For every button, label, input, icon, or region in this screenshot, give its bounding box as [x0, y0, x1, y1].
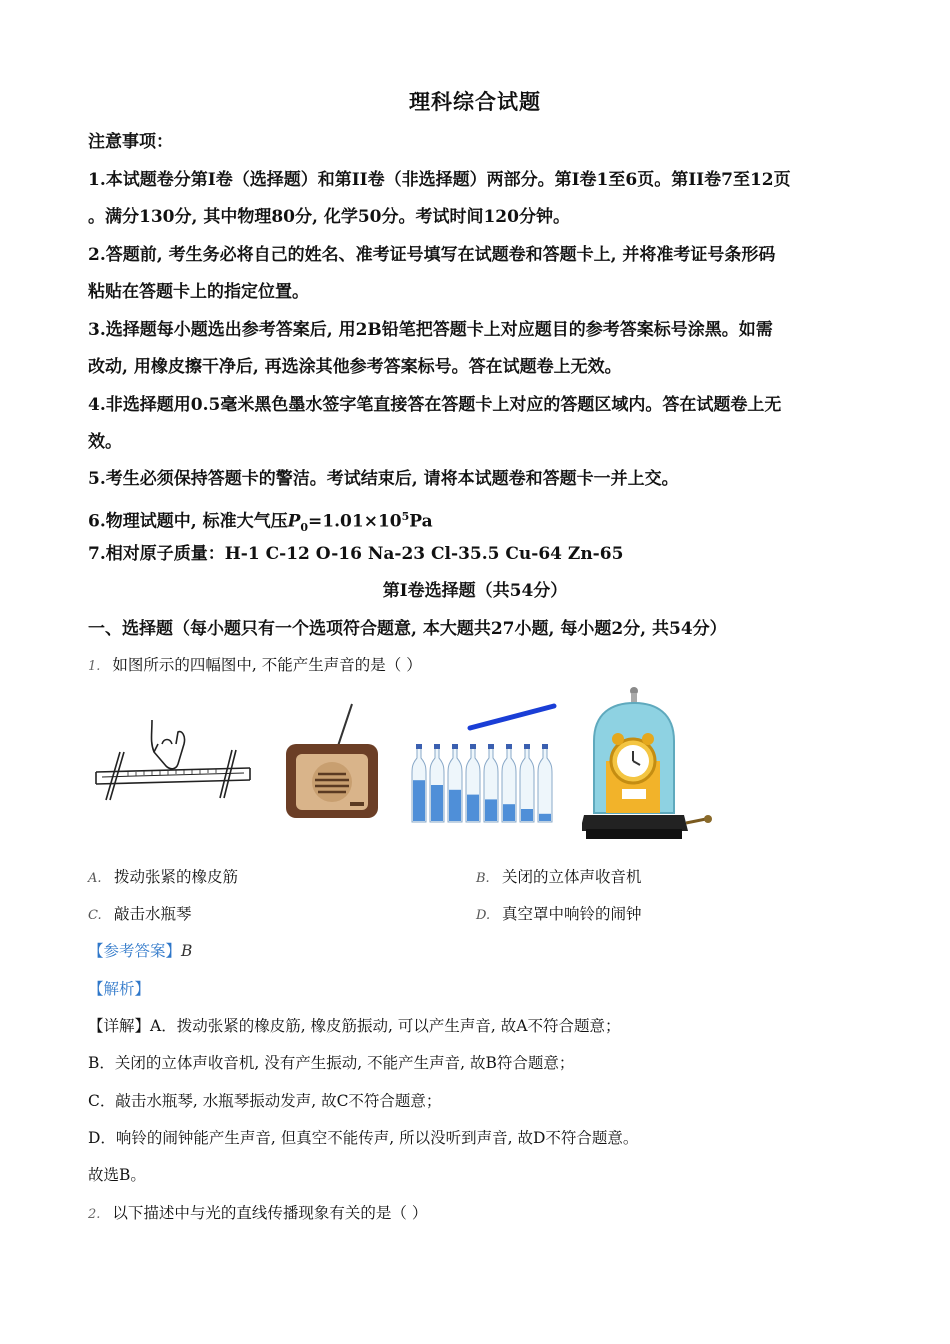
bottle-cap: [470, 744, 476, 749]
bottle-cap: [506, 744, 512, 749]
option-d-text: 真空罩中响铃的闹钟: [502, 905, 642, 923]
notice-line-4b: 效。: [88, 432, 122, 452]
option-d[interactable]: [476, 904, 642, 926]
radio-figure: [282, 702, 382, 822]
bottle-water: [467, 795, 479, 821]
pressure-unit: Pa: [409, 511, 433, 532]
bottle-cap: [542, 744, 548, 749]
bottle-water: [449, 790, 461, 821]
notice-line-2: 2.答题前, 考生务必将自己的姓名、准考证号填写在试题卷和答题卡上, 并将准考证号条形码: [88, 245, 776, 265]
bottle-water: [413, 780, 425, 821]
bell-jar-figure: [582, 685, 714, 845]
detail-line-2: B．关闭的立体声收音机, 没有产生振动, 不能产生声音, 故B符合题意；: [88, 1054, 575, 1072]
question-1-number: 1.: [88, 659, 101, 674]
bottle-cap: [434, 744, 440, 749]
bottle: [538, 748, 552, 822]
bottle-cap: [416, 744, 422, 749]
notice-line-6-prefix: 6.物理试题中, 标准大气压: [88, 511, 288, 532]
page-title: 理科综合试题: [409, 89, 541, 114]
notice-line-2b: 粘贴在答题卡上的指定位置。: [88, 282, 309, 302]
question-2-text: 以下描述中与光的直线传播现象有关的是（ ）: [112, 1204, 428, 1222]
bottle-water: [431, 785, 443, 821]
option-d-letter: D.: [476, 908, 491, 923]
bottle-water: [539, 814, 551, 821]
reference-answer: [88, 941, 192, 961]
option-c-letter: C.: [88, 908, 102, 923]
answer-value: B: [181, 942, 193, 960]
option-b-text: 关闭的立体声收音机: [502, 868, 642, 886]
detail-line-4: D．响铃的闹钟能产生声音, 但真空不能传声, 所以没听到声音, 故D不符合题意。: [88, 1129, 639, 1147]
option-b-letter: B.: [476, 871, 490, 886]
notice-line-7: 7.相对原子质量：H-1 C-12 O-16 Na-23 Cl-35.5 Cu-64 Zn-65: [88, 544, 624, 564]
detail-line-5: 故选B。: [88, 1166, 146, 1184]
rubber-band-figure: [92, 714, 254, 804]
option-c[interactable]: [88, 904, 192, 926]
pressure-exponent: 5: [401, 510, 410, 523]
bottle-water: [521, 809, 533, 821]
detail-line-1: 【详解】A．拨动张紧的橡皮筋, 橡皮筋振动, 可以产生声音, 故A不符合题意；: [88, 1017, 621, 1035]
pressure-symbol: P: [287, 511, 301, 532]
notice-line-3b: 改动, 用橡皮擦干净后, 再选涂其他参考答案标号。答在试题卷上无效。: [88, 357, 622, 377]
question-1-text: 如图所示的四幅图中, 不能产生声音的是（ ）: [112, 656, 422, 674]
notice-line-6: [88, 506, 878, 539]
notice-line-1: 1.本试题卷分第I卷（选择题）和第II卷（非选择题）两部分。第I卷1至6页。第II卷7至12页: [88, 170, 791, 190]
detail-line-3: C．敲击水瓶琴, 水瓶琴振动发声, 故C不符合题意；: [88, 1092, 442, 1110]
question-2-stem: [88, 1203, 427, 1225]
bottle-xylophone-figure: [408, 700, 558, 826]
bottle-cap: [488, 744, 494, 749]
bottle-cap: [452, 744, 458, 749]
bottle-cap: [524, 744, 530, 749]
answer-label: 【参考答案】: [88, 942, 182, 960]
option-c-text: 敲击水瓶琴: [114, 905, 192, 923]
section-heading: 一、选择题（每小题只有一个选项符合题意, 本大题共27小题, 每小题2分, 共54分）: [88, 619, 727, 639]
bottle-water: [485, 799, 497, 821]
notice-line-3: 3.选择题每小题选出参考答案后, 用2B铅笔把答题卡上对应题目的参考答案标号涂黑。如需: [88, 320, 773, 340]
pressure-subscript: 0: [300, 521, 309, 535]
option-a-text: 拨动张紧的橡皮筋: [114, 868, 239, 886]
question-2-number: 2.: [88, 1207, 101, 1222]
option-a[interactable]: [88, 867, 238, 889]
part-title: 第I卷选择题（共54分）: [382, 581, 568, 601]
option-b[interactable]: [476, 867, 642, 889]
bottle-water: [503, 804, 515, 821]
option-a-letter: A.: [88, 871, 102, 886]
notice-heading: 注意事项：: [88, 132, 173, 152]
question-1-stem: [88, 655, 422, 677]
notice-line-1b: 。满分130分, 其中物理80分, 化学50分。考试时间120分钟。: [88, 207, 570, 227]
notice-line-4: 4.非选择题用0.5毫米黑色墨水签字笔直接答在答题卡上对应的答题区域内。答在试题卷上无: [88, 395, 782, 415]
notice-line-5: 5.考生必须保持答题卡的警洁。考试结束后, 请将本试题卷和答题卡一并上交。: [88, 469, 679, 489]
analysis-label: 【解析】: [88, 980, 151, 998]
pressure-value: =1.01×10: [308, 511, 402, 532]
